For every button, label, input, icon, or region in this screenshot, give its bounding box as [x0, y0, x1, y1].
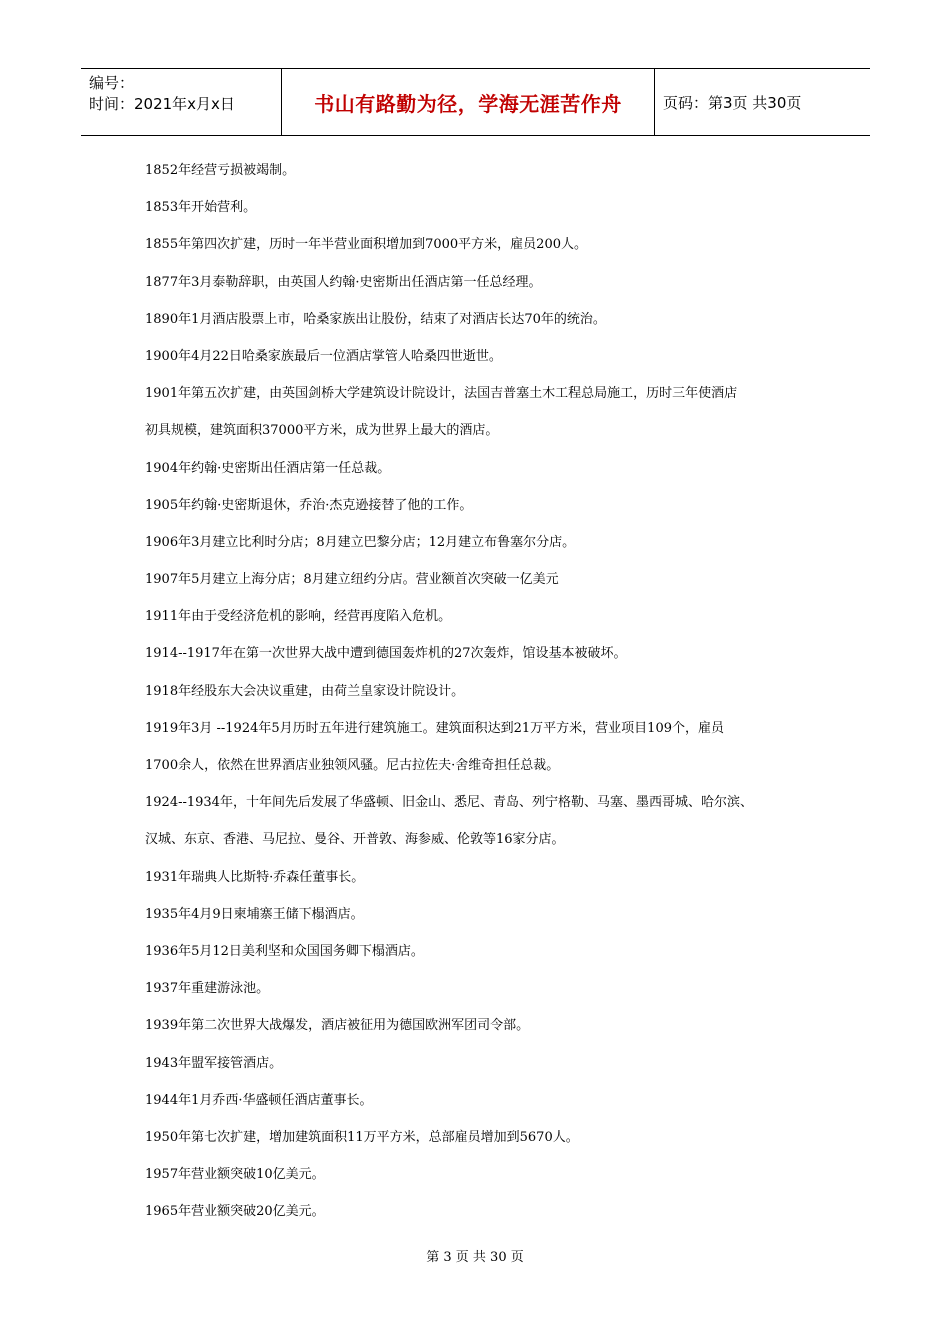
- text-line: 1935年4月9日柬埔寨王储下榻酒店。: [145, 906, 364, 922]
- header-table: [81, 68, 870, 136]
- header-motto-cell: [281, 69, 655, 135]
- text-line: 1911年由于受经济危机的影响，经营再度陷入危机。: [145, 609, 452, 625]
- text-line: 1937年重建游泳池。: [145, 981, 270, 997]
- body-text: [145, 156, 825, 1234]
- text-line: 1906年3月建立比利时分店；8月建立巴黎分店；12月建立布鲁塞尔分店。: [145, 534, 576, 550]
- text-line: 1936年5月12日美利坚和众国国务卿下榻酒店。: [145, 943, 424, 959]
- text-line: 1900年4月22日哈桑家族最后一位酒店掌管人哈桑四世逝世。: [145, 348, 502, 364]
- text-line: 1855年第四次扩建，历时一年半营业面积增加到7000平方米，雇员200人。: [145, 237, 587, 253]
- text-line: 1877年3月泰勒辞职，由英国人约翰·史密斯出任酒店第一任总经理。: [145, 274, 542, 290]
- text-line: 1924--1934年，十年间先后发展了华盛顿、旧金山、悉尼、青岛、列宁格勒、马塞、墨西哥城、哈尔滨、: [145, 795, 753, 811]
- text-line: 1919年3月 --1924年5月历时五年进行建筑施工。建筑面积达到21万平方米，营业项目109个，雇员: [145, 720, 724, 736]
- motto-text: 书山有路勤为径，学海无涯苦作舟: [314, 91, 622, 116]
- text-line: 1943年盟军接管酒店。: [145, 1055, 283, 1071]
- text-line: 1890年1月酒店股票上市，哈桑家族出让股份，结束了对酒店长达70年的统治。: [145, 311, 606, 327]
- text-line: 1852年经营亏损被竭制。: [145, 163, 296, 178]
- text-line: 1905年约翰·史密斯退休，乔治·杰克逊接替了他的工作。: [145, 497, 473, 513]
- text-line: 初具规模，建筑面积37000平方米，成为世界上最大的酒店。: [145, 423, 499, 439]
- text-line: 1944年1月乔西·华盛顿任酒店董事长。: [145, 1092, 373, 1108]
- text-line: 1939年第二次世界大战爆发，酒店被征用为德国欧洲军团司令部。: [145, 1018, 530, 1034]
- footer-page-number: 第 3 页 共 30 页: [426, 1250, 524, 1265]
- text-line: 1907年5月建立上海分店；8月建立纽约分店。营业额首次突破一亿美元: [145, 572, 559, 588]
- header-meta-cell: [81, 69, 281, 135]
- text-line: 1965年营业额突破20亿美元。: [145, 1204, 325, 1220]
- text-line: 汉城、东京、香港、马尼拉、曼谷、开普敦、海参威、伦敦等16家分店。: [145, 832, 565, 848]
- time-label: 时间：2021年x月x日: [89, 95, 235, 113]
- text-line: 1957年营业额突破10亿美元。: [145, 1167, 325, 1183]
- page-footer: [0, 1246, 950, 1265]
- text-line: 1853年开始营利。: [145, 200, 257, 216]
- text-line: 1950年第七次扩建，增加建筑面积11万平方米，总部雇员增加到5670人。: [145, 1129, 579, 1145]
- number-label: 编号：: [89, 74, 135, 92]
- text-line: 1918年经股东大会决议重建，由荷兰皇家设计院设计。: [145, 683, 465, 699]
- text-line: 1700余人，依然在世界酒店业独领风骚。尼古拉佐夫·舍维奇担任总裁。: [145, 758, 560, 773]
- text-line: 1931年瑞典人比斯特·乔森任董事长。: [145, 869, 365, 885]
- text-line: 1901年第五次扩建，由英国剑桥大学建筑设计院设计，法国吉普塞土木工程总局施工，历时三年使酒店: [145, 386, 738, 402]
- text-line: 1914--1917年在第一次世界大战中遭到德国轰炸机的27次轰炸，馆设基本被破坏。: [145, 646, 627, 662]
- text-line: 1904年约翰·史密斯出任酒店第一任总裁。: [145, 460, 391, 476]
- page-info: 页码：第3页 共30页: [663, 93, 802, 112]
- header-page-cell: [655, 69, 870, 135]
